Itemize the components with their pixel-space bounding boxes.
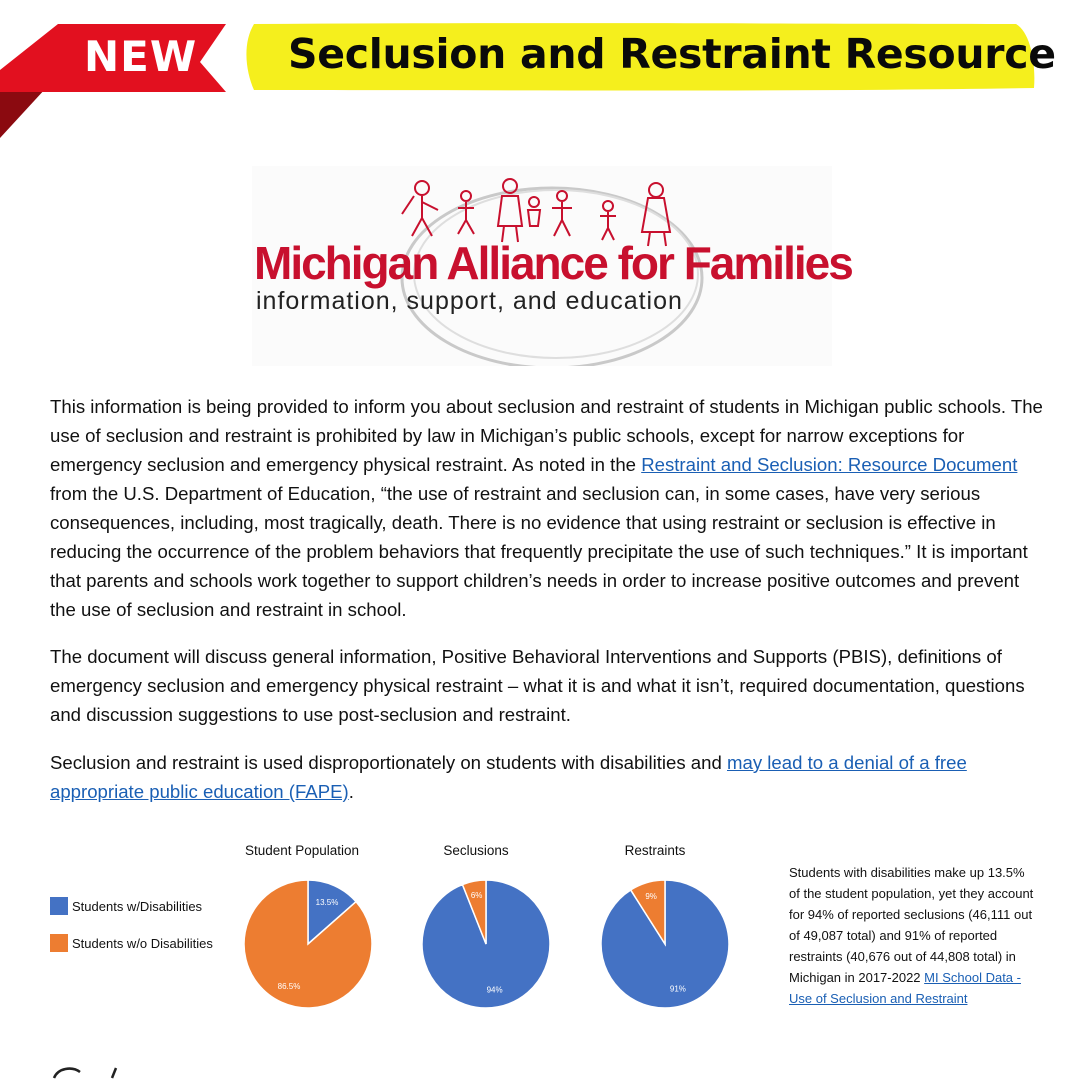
pie-data-label: 6%: [470, 891, 483, 900]
pie-data-label: 94%: [486, 985, 503, 995]
overview-paragraph: The document will discuss general information, Positive Behavioral Interventions and Supports (PBIS), definitions of emergency seclusion and emergency physical restraint – what it is and what it isn’t, required documentation, questions and discussion suggestions to use post-seclusion and restraint.: [50, 646, 1025, 725]
legend-label: Students w/o Disabilities: [72, 935, 213, 951]
disproportionality-paragraph: [50, 748, 1045, 806]
disproportionality-text-end: .: [348, 781, 354, 802]
organization-logo: [252, 166, 852, 366]
legend-label: Students w/Disabilities: [72, 898, 203, 914]
cut-off-heading-fragment: [50, 1062, 130, 1080]
chart-legend: [50, 895, 213, 969]
legend-item-no-disabilities: [50, 932, 213, 954]
legend-swatch-orange: [50, 934, 68, 952]
pie-data-label: 13.5%: [315, 898, 339, 907]
legend-item-disabilities: [50, 895, 213, 917]
pie-chart-restraints: [599, 878, 731, 1010]
fape-link[interactable]: may lead to a denial of a free appropriate public education (FAPE): [50, 752, 967, 802]
pie-chart-population: [242, 878, 374, 1010]
pie-chart-seclusions: [420, 878, 552, 1010]
statistics-text: Students with disabilities make up 13.5% of the student population, yet they account for 94% of reported seclusions (46,111 out of 49,087 total) and 91% of reported restraints (40,676 out of 44,808 total) in Michigan in 2017-2022: [789, 865, 1034, 985]
page-title: Seclusion and Restraint Resource: [288, 30, 1056, 78]
intro-text-end: from the U.S. Department of Education, “the use of restraint and seclusion can, in some cases, have very serious consequences, including, most tragically, death. There is no evidence that using restraint or seclusion is effective in reducing the occurrence of the problem behaviors that frequently precipitate the use of such techniques.” It is important that parents and schools work together to support children’s needs in order to increase positive outcomes and prevent the use of seclusion and restraint in school.: [50, 483, 1028, 620]
pie-data-label: 91%: [669, 984, 686, 994]
pie-data-label: 9%: [645, 892, 657, 902]
logo-tagline: information, support, and education: [256, 287, 683, 315]
intro-text-start: This information is being provided to inform you about seclusion and restraint of students in Michigan public schools. The use of seclusion and restraint is prohibited by law in Michigan’s public schools, except for narrow exceptions for emergency seclusion and emergency physical restraint. As noted in the: [50, 396, 1043, 475]
intro-paragraph: [50, 392, 1045, 624]
pie-title-seclusions: Seclusions: [443, 843, 509, 858]
logo-name: Michigan Alliance for Families: [254, 237, 852, 289]
pie-title-population: Student Population: [244, 843, 360, 858]
pie-title-restraints: Restraints: [624, 843, 686, 858]
statistics-note: [789, 862, 1039, 1009]
mi-school-data-link[interactable]: MI School Data - Use of Seclusion and Restraint: [789, 970, 1021, 1006]
legend-swatch-blue: [50, 897, 68, 915]
disproportionality-text: Seclusion and restraint is used disproportionately on students with disabilities and: [50, 752, 727, 773]
resource-document-link[interactable]: Restraint and Seclusion: Resource Document: [641, 454, 1018, 475]
pie-data-label: 86.5%: [277, 982, 301, 991]
new-badge: NEW: [84, 32, 198, 81]
